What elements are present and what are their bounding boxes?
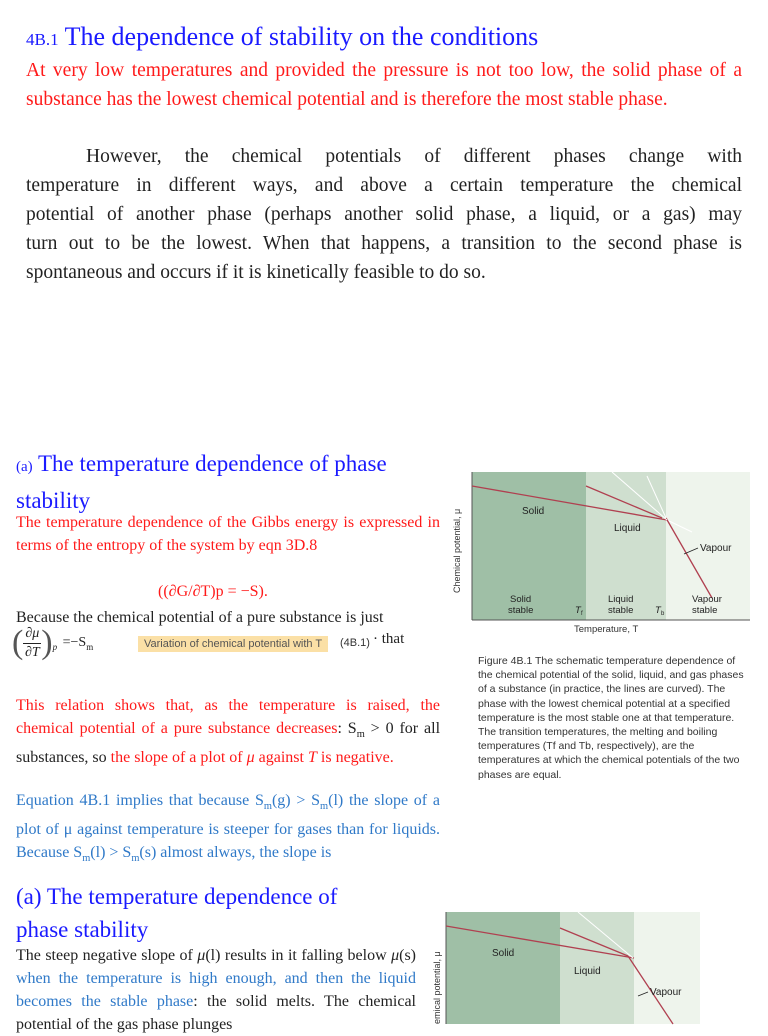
equation-name-box: Variation of chemical potential with T <box>138 636 328 652</box>
deriv-subscript: p <box>52 642 58 653</box>
vapour-label: Vapour <box>700 543 732 554</box>
because-text: Because the chemical potential of a pure substance is just <box>16 609 384 626</box>
blue-e: (l) the slope of a plot of μ against temperature is steeper for gases than for liquids. Because S <box>16 792 440 862</box>
liquid-label: Liquid <box>614 523 641 534</box>
intro-line-3: potential of another phase (perhaps another solid phase, a liquid, or a gas) may <box>26 204 742 225</box>
deriv-rhs-subscript: m <box>86 642 94 653</box>
vapour-stable-2: stable <box>692 605 718 616</box>
fraction-numerator: ∂μ <box>23 625 41 644</box>
solid-stable-1: Solid <box>510 594 532 605</box>
s2-f: when the temperature is high enough, and then the liquid becomes the stable phase <box>16 970 416 1010</box>
heading-number: 4B.1 <box>26 30 59 49</box>
section1-label: (a) <box>16 459 33 475</box>
blue-f: m <box>82 853 91 865</box>
that-text: · that <box>373 631 405 647</box>
intro-red-paragraph: At very low temperatures and provided the pressure is not too low, the solid phase of a substance has the lowest chemical potential and is therefore the most stable phase. <box>26 60 742 110</box>
heading-title: The dependence of stability on the conditions <box>64 22 539 51</box>
tf-label: T <box>575 605 581 616</box>
liquid-stable-2: stable <box>608 605 634 616</box>
intro-line-4: turn out to be the lowest. When that happens, a transition to the second phase is <box>26 233 742 254</box>
blue-c: (g) > S <box>271 792 321 809</box>
section2-text <box>16 944 417 1033</box>
phase-diagram-2-svg <box>428 908 700 1024</box>
section1-title: The temperature dependence of phase stability <box>16 451 387 513</box>
right-paren: ) <box>41 624 53 661</box>
gibbs-equation: ((∂G/∂T)p = −S). <box>158 583 268 600</box>
left-paren: ( <box>12 624 24 661</box>
figure-4b1 <box>452 468 752 638</box>
relation-paragraph <box>16 694 440 769</box>
main-heading <box>26 20 746 57</box>
liquid-label-2: Liquid <box>574 966 601 977</box>
vapour-stable-1: Vapour <box>692 594 722 605</box>
relation-part1: This relation shows that, as the temperature is raised, the chemical potential of a pure substance decreases <box>16 697 440 737</box>
tb-sub: b <box>661 611 665 617</box>
figure-caption: Figure 4B.1 The schematic temperature dependence of the chemical potential of the solid, liquid, and gas phases of a substance (in practice, the lines are curved). The phase with the lowest chemical potential at a specified temperature is the most stable one at that temperature. The transition temperatures, the melting and boiling temperatures (Tf and Tb, respectively), are the temperatures at which the chemical potentials of the two phases are equal. <box>478 655 744 781</box>
blue-g: (l) > S <box>90 844 132 862</box>
phase-diagram-svg <box>452 468 752 638</box>
derivative-fraction <box>23 625 41 662</box>
solid-stable-2: stable <box>508 605 534 616</box>
intro-line-2: temperature in different ways, and above a certain temperature the chemical <box>26 175 742 196</box>
blue-paragraph <box>16 789 440 865</box>
blue-d: m <box>320 801 329 813</box>
derivative-expression <box>12 624 93 668</box>
section2-label: (a) <box>16 884 42 909</box>
equation-tag: (4B.1) <box>340 637 370 649</box>
relation-part3: > 0 for all substances, so <box>16 720 441 767</box>
section2-title-1: The temperature dependence of <box>46 884 338 909</box>
tb-label: T <box>655 605 661 616</box>
s2-g: : the solid melts. The chemical potential of the gas phase plunges <box>16 993 416 1033</box>
relation-part2: : S <box>337 720 357 737</box>
vapour-label-2: Vapour <box>650 987 682 998</box>
solid-label-2: Solid <box>492 948 515 959</box>
relation-part5: against <box>254 749 308 767</box>
blue-i: (s) almost always, the slope is <box>139 844 332 862</box>
blue-b: m <box>263 801 272 813</box>
section1-heading <box>16 447 446 517</box>
intro-line-5: spontaneous and occurs if it is kinetically feasible to do so. <box>26 262 486 283</box>
intro-line-1: However, the chemical potentials of different phases change with <box>86 146 742 167</box>
intro-body-paragraph <box>26 142 742 287</box>
x-axis-label: Temperature, T <box>574 624 639 635</box>
section1-red-text: The temperature dependence of the Gibbs energy is expressed in terms of the entropy of the system by eqn 3D.8 <box>16 514 440 554</box>
vapour-region-2 <box>634 912 700 1024</box>
fraction-denominator: ∂T <box>24 644 40 660</box>
relation-mu: μ <box>246 749 255 767</box>
deriv-rhs: =−S <box>62 635 87 650</box>
s2-d: μ <box>391 947 400 964</box>
section2-title-2: phase stability <box>16 917 149 942</box>
relation-part4: the slope of a plot of <box>106 749 247 767</box>
solid-label: Solid <box>522 506 545 517</box>
y-axis-label-2: emical potential, μ <box>432 951 442 1024</box>
s2-b: μ <box>197 947 206 964</box>
relation-T: T <box>307 749 317 767</box>
s2-c: (l) results in it falling below <box>205 947 392 964</box>
y-axis-label: Chemical potential, μ <box>452 508 462 593</box>
relation-part6: is negative. <box>316 749 394 767</box>
liquid-stable-1: Liquid <box>608 594 634 605</box>
blue-h: m <box>131 853 140 865</box>
relation-part2-sub: m <box>356 729 365 741</box>
figure-2-partial <box>428 908 700 1024</box>
section2-heading <box>16 880 436 946</box>
blue-a: Equation 4B.1 implies that because S <box>16 792 264 809</box>
s2-a: The steep negative slope of <box>16 947 198 964</box>
s2-e: (s) <box>399 947 417 964</box>
tf-sub: f <box>581 611 583 617</box>
